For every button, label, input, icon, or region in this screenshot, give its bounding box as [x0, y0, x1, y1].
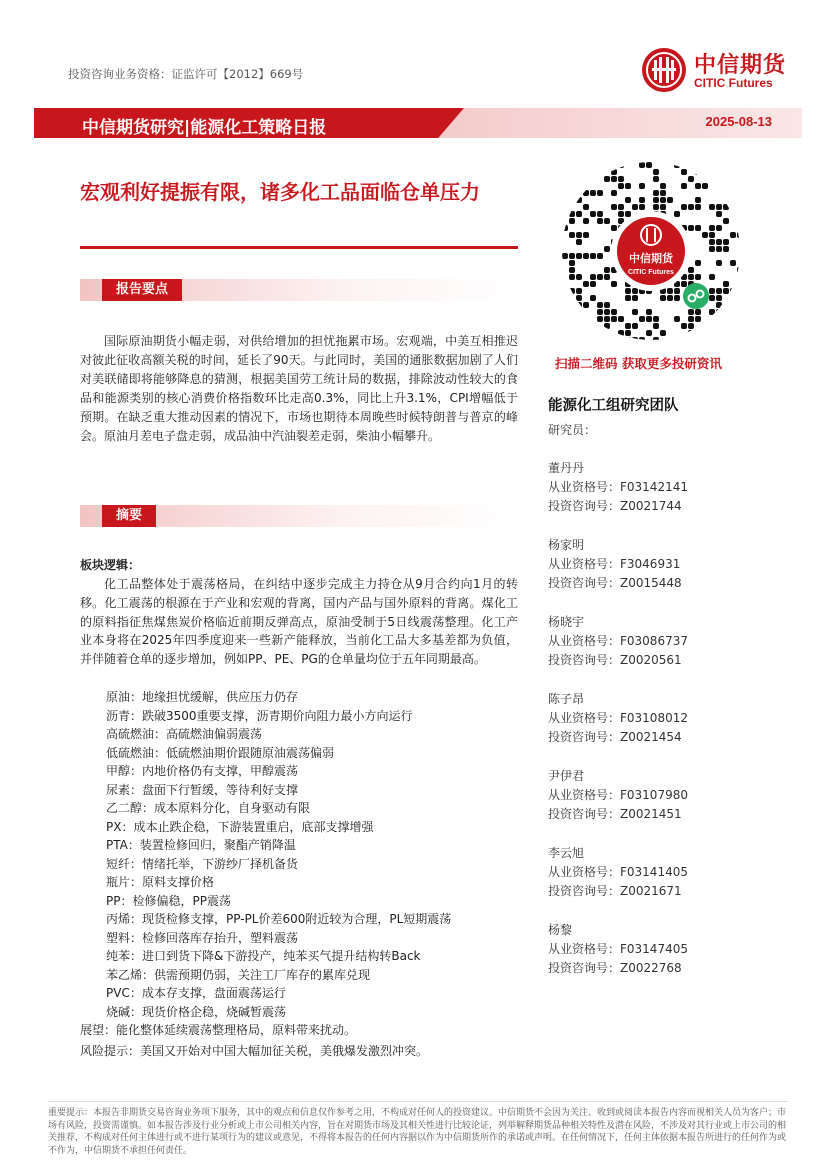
- summary-header: [80, 505, 518, 527]
- researcher-practice: 从业资格号：F03147405: [548, 942, 688, 956]
- qr-center-en: CITIC Futures: [628, 269, 674, 276]
- researcher-practice: 从业资格号：F03142141: [548, 480, 688, 494]
- researcher-name: 杨家明: [548, 538, 585, 552]
- researcher-advisory: 投资咨询号：Z0021451: [548, 807, 682, 821]
- researcher-entry: [548, 921, 788, 978]
- researcher-entry: [548, 690, 788, 747]
- product-view-list: [106, 688, 526, 1021]
- product-view-item: 原油：地缘担忧缓解，供应压力仍存: [106, 690, 299, 704]
- product-view-item: PTA：装置检修回归，聚酯产销降温: [106, 838, 296, 852]
- report-headline: 宏观利好提振有限，诸多化工品面临仓单压力: [80, 180, 480, 204]
- company-logo: [640, 46, 810, 96]
- researcher-advisory: 投资咨询号：Z0022768: [548, 961, 682, 975]
- product-view-item: 高硫燃油：高硫燃油偏弱震荡: [106, 727, 263, 741]
- researcher-practice: 从业资格号：F03141405: [548, 865, 688, 879]
- outlook-text: 展望：能化整体延续震荡整理格局，原料带来扰动。: [80, 1023, 357, 1037]
- researcher-name: 李云旭: [548, 846, 585, 860]
- product-view-item: 烧碱：现货价格企稳，烧碱暂震荡: [106, 1004, 287, 1019]
- researcher-advisory: 投资咨询号：Z0015448: [548, 576, 682, 590]
- product-view-item: PP：检修偏稳，PP震荡: [106, 893, 231, 908]
- product-view-item: 沥青：跌破3500重要支撑，沥青期价向阻力最小方向运行: [106, 708, 413, 723]
- report-date: 2025-08-13: [705, 114, 772, 129]
- product-view-item: 丙烯：现货检修支撑，PP-PL价差600附近较为合理，PL短期震荡: [106, 912, 452, 926]
- product-view-item: 乙二醇：成本原料分化，自身驱动有限: [106, 801, 311, 815]
- qr-code[interactable]: [562, 162, 740, 340]
- researcher-name: 杨黎: [548, 923, 573, 937]
- researcher-name: 杨晓宇: [548, 615, 585, 629]
- researcher-entry: [548, 767, 788, 824]
- headline-divider: [80, 246, 518, 249]
- report-points-header: [80, 279, 518, 301]
- researcher-advisory: 投资咨询号：Z0021744: [548, 499, 682, 513]
- mini-program-icon: [683, 283, 709, 309]
- researcher-practice: 从业资格号：F03086737: [548, 634, 688, 648]
- product-view-item: 低硫燃油：低硫燃油期价跟随原油震荡偏弱: [106, 745, 335, 760]
- banner-title: 中信期货研究|能源化工策略日报: [82, 118, 327, 138]
- risk-warning: 风险提示：美国又开始对中国大幅加征关税，美俄爆发激烈冲突。: [80, 1044, 429, 1058]
- researcher-entry: [548, 613, 788, 670]
- qr-caption: 扫描二维码 获取更多投研资讯: [555, 356, 722, 371]
- researcher-advisory: 投资咨询号：Z0021671: [548, 884, 682, 898]
- team-title: 能源化工组研究团队: [548, 398, 679, 414]
- logic-text: 化工品整体处于震荡格局，在纠结中逐步完成主力持仓从9月合约向1月的转移。化工震荡的根源在于产业和宏观的背离，国内产品与国外原料的背离。煤化工的原料指征焦煤焦炭价格临近前期反弹高点，原油受制于5日线震荡整理。化工产业本身将在2025年四季度迎来一些新产能释放，当前化工品大多基差都为负值，并伴随着仓单的逐步增加，例如PP、PE、PG的仓单量均位于五年同期最高。: [80, 577, 518, 667]
- researcher-practice: 从业资格号：F3046931: [548, 557, 681, 571]
- product-view-item: 纯苯：进口到货下降&下游投产，纯苯买气提升结构转Back: [106, 949, 421, 963]
- product-view-item: PX：成本止跌企稳，下游装置重启，底部支撑增强: [106, 819, 374, 834]
- qr-code-icon: [562, 162, 740, 340]
- researcher-name: 董丹丹: [548, 461, 585, 475]
- logo-name-cn: 中信期货: [694, 53, 787, 78]
- logo-name-en: CITIC Futures: [694, 76, 773, 90]
- license-text: 投资咨询业务资格：证监许可【2012】669号: [68, 67, 304, 81]
- researcher-practice: 从业资格号：F03107980: [548, 788, 688, 802]
- disclaimer-text: 重要提示：本报告非期货交易咨询业务项下服务，其中的观点和信息仅作参考之用，不构成对任何人的投资建议。中信期货不会因为关注、收到或阅读本报告内容而视相关人员为客户；市场有风险，投资需谨慎。如本报告涉及行业分析或上市公司相关内容，旨在对期货市场及其相关性进行比较论证，列举解释期货品种相关特性及潜在风险，不涉及对其行业或上市公司的相关推荐，不构成对任何主体进行或不进行某项行为的建议或意见，不得将本报告的任何内容据以作为中信期货所作的承诺或声明。在任何情况下，任何主体依据本报告所进行的任何作为或不作为，中信期货不承担任何责任。: [48, 1108, 787, 1156]
- product-view-item: PVC：成本存支撑，盘面震荡运行: [106, 986, 286, 1000]
- researcher-name: 陈子昂: [548, 692, 585, 706]
- product-view-item: 尿素：盘面下行暂缓，等待利好支撑: [106, 782, 299, 797]
- report-points-text: 国际原油期货小幅走弱，对供给增加的担忧拖累市场。宏观端，中美互相推迟对彼此征收高额关税的时间，延长了90天。与此同时，美国的通胀数据加剧了人们对美联储即将能够降息的猜测，根据美国劳工统计局的数据，排除波动性较大的食品和能源类别的核心消费价格指数环比走高0.3%，同比上升3.1%，CPI增幅低于预期。在缺乏重大推动因素的情况下，市场也期待本周晚些时候特朗普与普京的峰会。原油月差电子盘走弱，成品油中汽油裂差走弱，柴油小幅攀升。: [80, 334, 518, 443]
- researcher-advisory: 投资咨询号：Z0020561: [548, 653, 682, 667]
- summary-label: 摘要: [102, 505, 156, 527]
- product-view-item: 塑料：检修回落库存抬升，塑料震荡: [106, 930, 299, 945]
- researcher-advisory: 投资咨询号：Z0021454: [548, 730, 682, 744]
- researcher-practice: 从业资格号：F03108012: [548, 711, 688, 725]
- researcher-entry: [548, 459, 788, 516]
- logic-heading: 板块逻辑：: [80, 558, 141, 572]
- researcher-entry: [548, 536, 788, 593]
- product-view-item: 甲醇：内地价格仍有支撑，甲醇震荡: [106, 764, 299, 778]
- team-subtitle: 研究员：: [548, 423, 597, 437]
- report-banner: [34, 108, 802, 138]
- product-view-item: 短纤：情绪托举，下游纱厂择机备货: [106, 856, 299, 871]
- citic-logo-icon: [640, 46, 688, 94]
- qr-center-cn: 中信期货: [629, 252, 673, 265]
- researcher-name: 尹伊君: [548, 769, 585, 783]
- product-view-item: 苯乙烯：供需预期仍弱，关注工厂库存的累库兑现: [106, 967, 371, 982]
- researcher-entry: [548, 844, 788, 901]
- product-view-item: 瓶片：原料支撑价格: [106, 875, 215, 889]
- report-points-label: 报告要点: [102, 279, 182, 301]
